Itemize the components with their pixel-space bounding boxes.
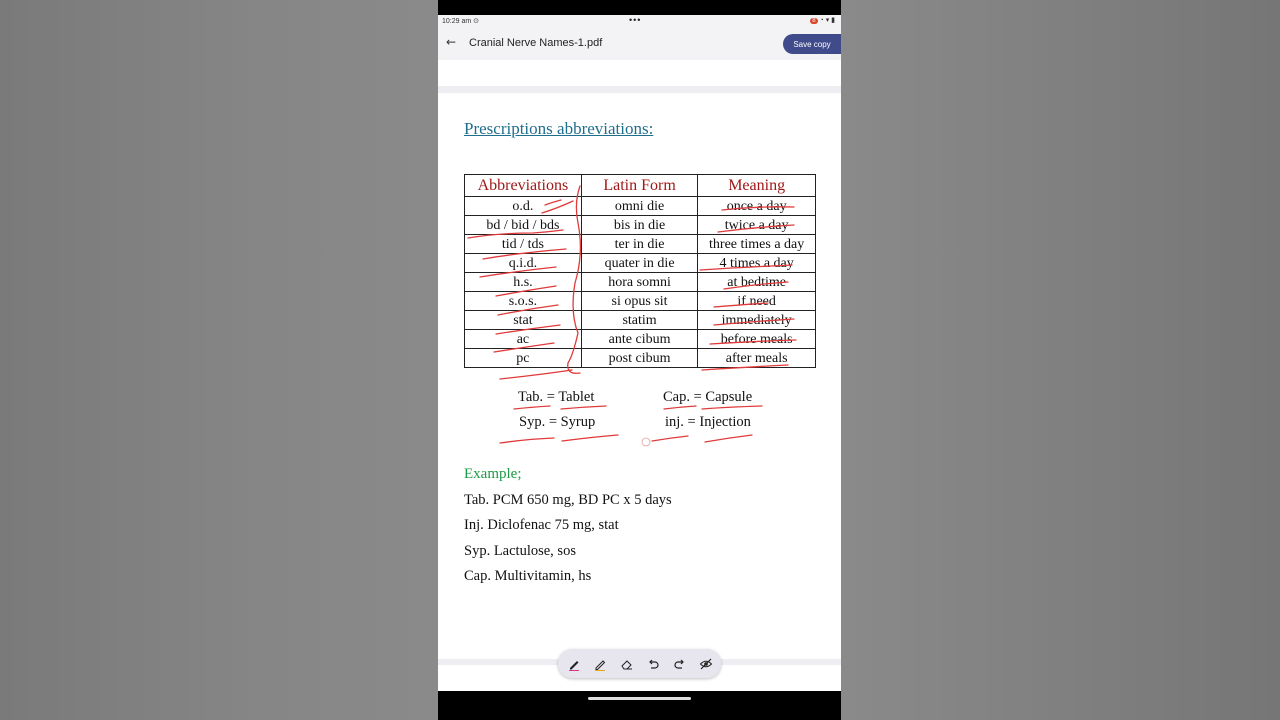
phone-screen bbox=[438, 0, 841, 720]
more-dots-icon[interactable]: ••• bbox=[629, 15, 642, 25]
background-blur-left bbox=[0, 0, 438, 720]
hide-annotations-icon[interactable] bbox=[696, 654, 716, 674]
latin-cell: si opus sit bbox=[581, 292, 697, 311]
ink-underline bbox=[500, 370, 572, 379]
navigation-bar bbox=[438, 691, 841, 720]
form-tablet: Tab. = Tablet bbox=[518, 389, 595, 405]
table-row bbox=[465, 292, 816, 311]
latin-cell: ter in die bbox=[581, 235, 697, 254]
table-row bbox=[465, 349, 816, 368]
ink-underline bbox=[514, 406, 550, 409]
table-row bbox=[465, 311, 816, 330]
abbreviation-cell: pc bbox=[465, 349, 582, 368]
meaning-cell: three times a day bbox=[698, 235, 816, 254]
previous-page-edge bbox=[438, 60, 841, 86]
status-bar bbox=[438, 15, 841, 27]
pdf-viewer[interactable] bbox=[438, 60, 841, 691]
ink-underline bbox=[561, 406, 606, 409]
table-row bbox=[465, 197, 816, 216]
example-line: Syp. Lactulose, sos bbox=[464, 543, 576, 559]
back-arrow-icon[interactable]: ← bbox=[446, 35, 457, 49]
form-capsule: Cap. = Capsule bbox=[663, 389, 753, 405]
page-heading: Prescriptions abbreviations: bbox=[464, 119, 654, 138]
latin-cell: statim bbox=[581, 311, 697, 330]
ink-underline bbox=[652, 436, 688, 441]
meaning-cell: 4 times a day bbox=[698, 254, 816, 273]
example-label: Example; bbox=[464, 466, 522, 482]
meaning-cell: before meals bbox=[698, 330, 816, 349]
notification-badge: 8 bbox=[812, 18, 816, 24]
abbreviation-cell: o.d. bbox=[465, 197, 582, 216]
status-right-icons: ◔ ▾ ▮ bbox=[819, 17, 835, 24]
highlighter-icon[interactable] bbox=[590, 654, 610, 674]
latin-cell: hora somni bbox=[581, 273, 697, 292]
abbreviation-cell: stat bbox=[465, 311, 582, 330]
ink-underline bbox=[500, 438, 554, 443]
latin-cell: quater in die bbox=[581, 254, 697, 273]
annotation-toolbar bbox=[558, 649, 721, 678]
example-line: Cap. Multivitamin, hs bbox=[464, 568, 592, 584]
save-copy-button[interactable]: Save copy bbox=[783, 34, 841, 54]
abbreviation-cell: ac bbox=[465, 330, 582, 349]
eraser-icon[interactable] bbox=[617, 654, 637, 674]
abbreviations-table bbox=[464, 174, 816, 368]
abbreviation-cell: s.o.s. bbox=[465, 292, 582, 311]
header-meaning: Meaning bbox=[698, 175, 816, 197]
table-header-row bbox=[465, 175, 816, 197]
ink-underline bbox=[664, 406, 696, 409]
table-row bbox=[465, 330, 816, 349]
meaning-cell: twice a day bbox=[698, 216, 816, 235]
redo-icon[interactable] bbox=[670, 654, 690, 674]
pdf-page[interactable] bbox=[438, 93, 841, 659]
table-row bbox=[465, 216, 816, 235]
latin-cell: omni die bbox=[581, 197, 697, 216]
abbreviation-cell: h.s. bbox=[465, 273, 582, 292]
abbreviation-cell: tid / tds bbox=[465, 235, 582, 254]
home-gesture-handle[interactable] bbox=[588, 697, 691, 700]
table-row bbox=[465, 235, 816, 254]
example-line: Tab. PCM 650 mg, BD PC x 5 days bbox=[464, 492, 672, 508]
example-line: Inj. Diclofenac 75 mg, stat bbox=[464, 517, 619, 533]
table-row bbox=[465, 254, 816, 273]
latin-cell: ante cibum bbox=[581, 330, 697, 349]
meaning-cell: after meals bbox=[698, 349, 816, 368]
latin-cell: post cibum bbox=[581, 349, 697, 368]
pen-icon[interactable] bbox=[564, 654, 584, 674]
header-latin-form: Latin Form bbox=[581, 175, 697, 197]
ink-underline bbox=[562, 435, 618, 441]
abbreviation-cell: bd / bid / bds bbox=[465, 216, 582, 235]
form-injection: inj. = Injection bbox=[665, 414, 751, 430]
undo-icon[interactable] bbox=[643, 654, 663, 674]
meaning-cell: immediately bbox=[698, 311, 816, 330]
header-abbreviations: Abbreviations bbox=[465, 175, 582, 197]
background-blur-right bbox=[841, 0, 1280, 720]
latin-cell: bis in die bbox=[581, 216, 697, 235]
ink-underline bbox=[705, 435, 752, 442]
top-black-bar bbox=[438, 0, 841, 15]
ink-dot bbox=[642, 438, 650, 446]
status-icons bbox=[810, 16, 835, 24]
app-bar bbox=[438, 27, 841, 60]
status-time: 10:29 am ⊙ bbox=[442, 18, 479, 25]
ink-underline bbox=[702, 406, 762, 409]
meaning-cell: once a day bbox=[698, 197, 816, 216]
meaning-cell: if need bbox=[698, 292, 816, 311]
table-row bbox=[465, 273, 816, 292]
abbreviation-cell: q.i.d. bbox=[465, 254, 582, 273]
form-syrup: Syp. = Syrup bbox=[519, 414, 596, 430]
document-title: Cranial Nerve Names-1.pdf bbox=[469, 37, 603, 49]
meaning-cell: at bedtime bbox=[698, 273, 816, 292]
